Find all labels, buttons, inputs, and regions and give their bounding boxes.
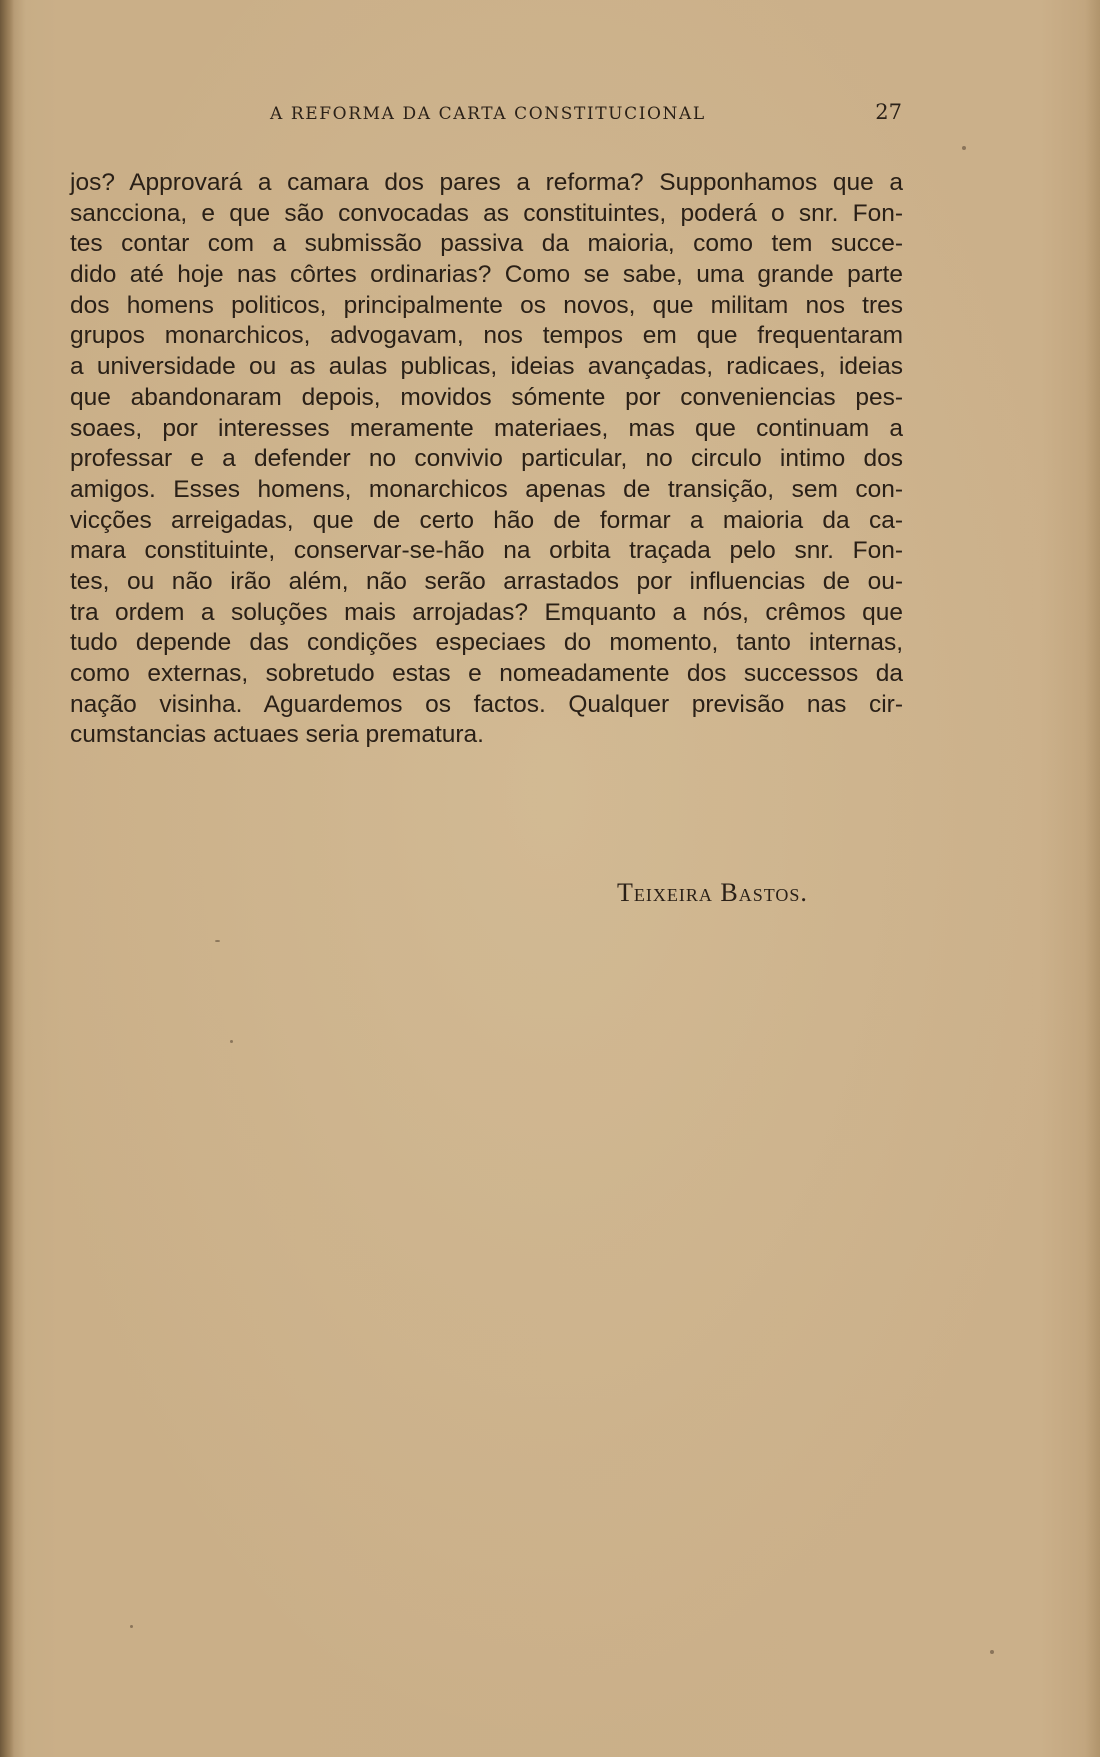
page-spine-shadow: [0, 0, 14, 1757]
text-line: tes, ou não irão além, não serão arrastados por influencias de ou-: [70, 567, 903, 595]
text-line: que abandonaram depois, movidos sómente por conveniencias pes-: [70, 383, 903, 411]
text-line: vicções arreigadas, que de certo hão de formar a maioria da ca-: [70, 506, 903, 534]
text-line: nação visinha. Aguardemos os factos. Qualquer previsão nas cir-: [70, 690, 903, 718]
text-line: tes contar com a submissão passiva da maioria, como tem succe-: [70, 230, 903, 258]
paper-speck: [215, 940, 220, 942]
running-title: A REFORMA DA CARTA CONSTITUCIONAL: [270, 104, 706, 124]
paper-speck: [962, 146, 966, 150]
text-line: grupos monarchicos, advogavam, nos tempos em que frequentaram: [70, 322, 903, 350]
paper-speck: [130, 1625, 133, 1628]
text-line: a universidade ou as aulas publicas, ideias avançadas, radicaes, ideias: [70, 353, 903, 381]
text-line: professar e a defender no convivio particular, no circulo intimo dos: [70, 445, 903, 473]
author-signature: Teixeira Bastos.: [617, 878, 808, 907]
text-line: tra ordem a soluções mais arrojadas? Emquanto a nós, crêmos que: [70, 598, 903, 626]
text-line: como externas, sobretudo estas e nomeadamente dos successos da: [70, 660, 903, 687]
body-paragraph: [70, 168, 903, 751]
paper-speck: [230, 1040, 233, 1043]
paper-speck: [990, 1650, 994, 1654]
page-number: 27: [875, 100, 902, 124]
text-line: dos homens politicos, principalmente os novos, que militam nos tres: [70, 291, 903, 319]
text-line: amigos. Esses homens, monarchicos apenas de transição, sem con-: [70, 475, 903, 503]
text-line: sancciona, e que são convocadas as constituintes, poderá o snr. Fon-: [70, 199, 903, 227]
running-header: [0, 100, 1100, 130]
text-line: tudo depende das condições especiaes do momento, tanto internas,: [70, 629, 903, 657]
text-line: soaes, por interesses meramente materiaes, mas que continuam a: [70, 414, 903, 442]
text-line: dido até hoje nas côrtes ordinarias? Como se sabe, uma grande parte: [70, 261, 903, 289]
text-line: mara constituinte, conservar-se-hão na orbita traçada pelo snr. Fon-: [70, 537, 903, 565]
text-line-last: cumstancias actuaes seria prematura.: [70, 721, 484, 749]
text-line: jos? Approvará a camara dos pares a reforma? Supponhamos que a: [70, 169, 903, 196]
